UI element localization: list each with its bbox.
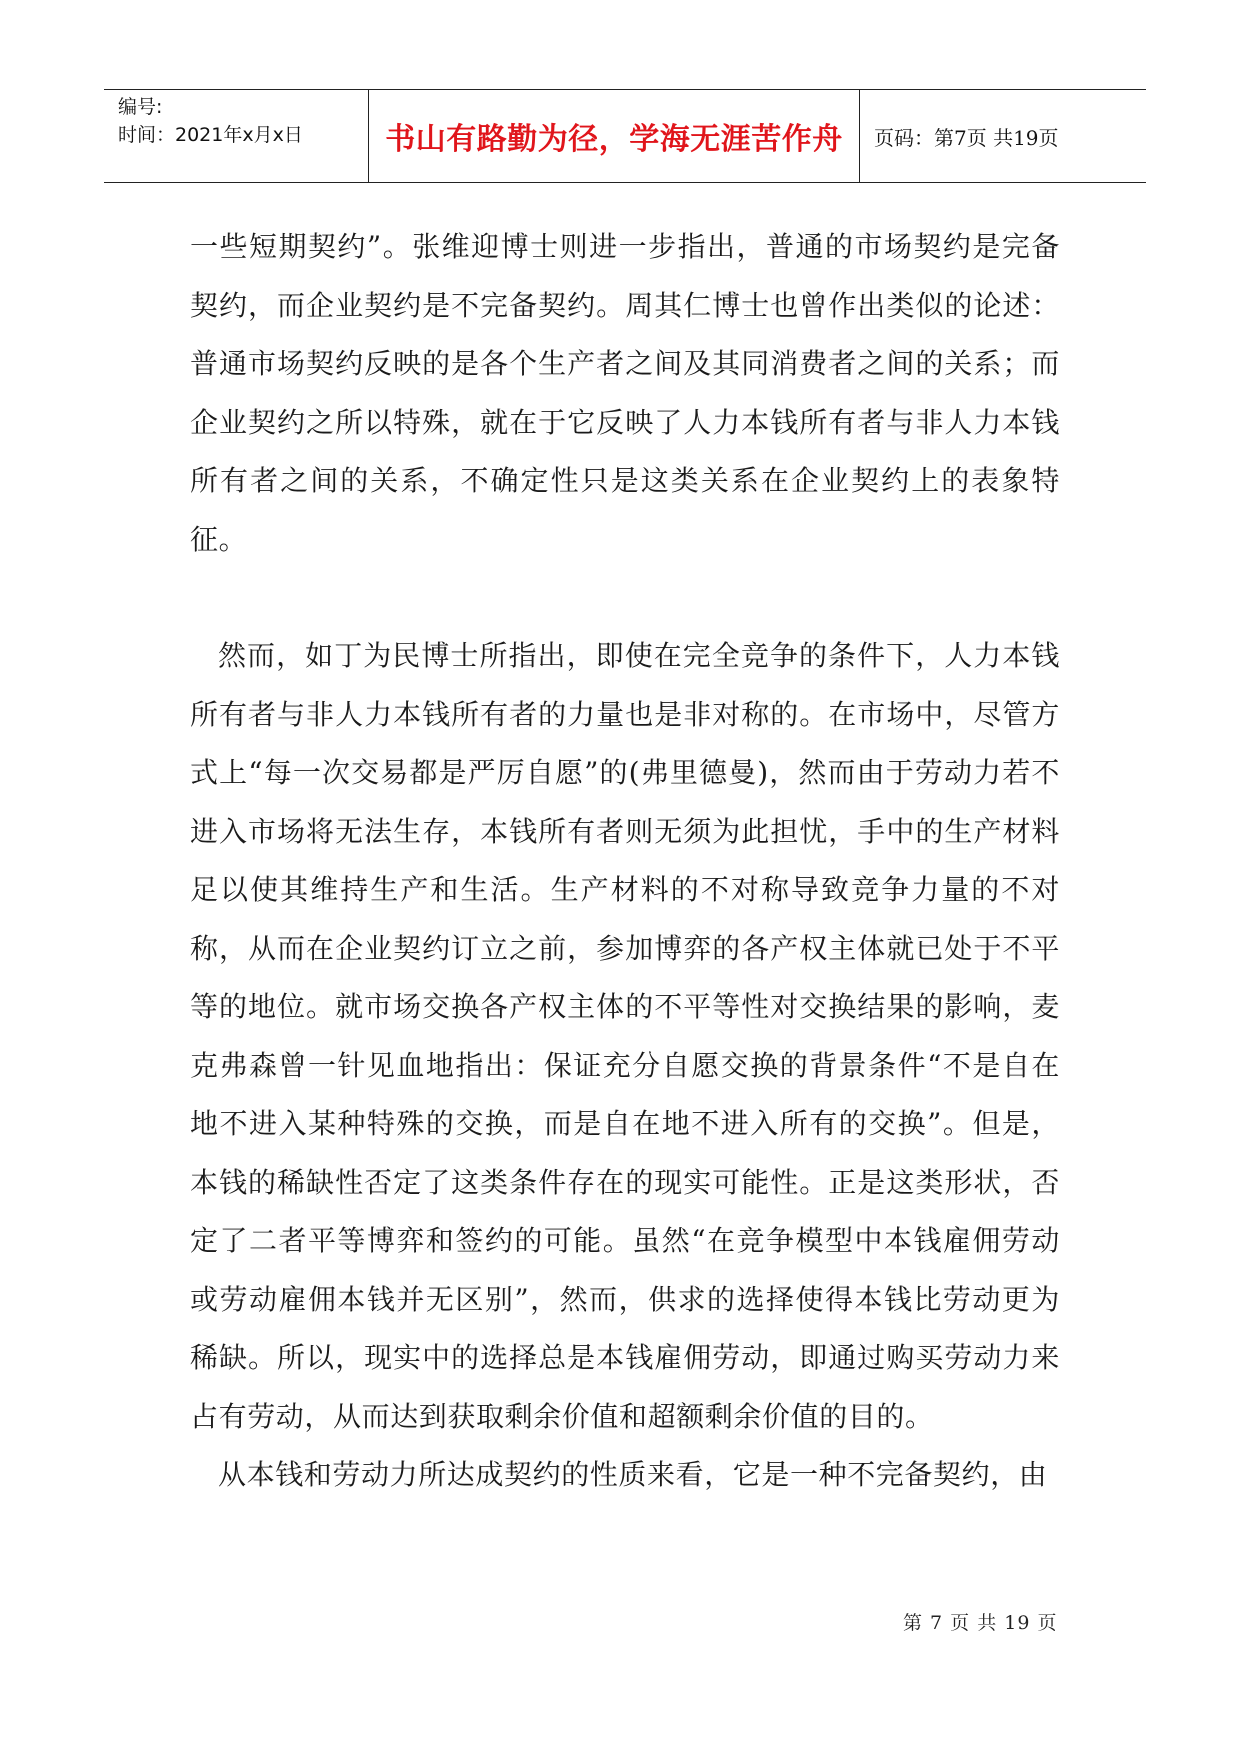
document-body [190,218,1060,1505]
paragraph-3: 从本钱和劳动力所达成契约的性质来看，它是一种不完备契约，由 [218,1458,1048,1491]
header-page-label: 页码：第7页 共19页 [874,125,1059,150]
document-time-label: 时间：2021年x月x日 [118,124,303,146]
paragraph-2: 然而，如丁为民博士所指出，即使在完全竞争的条件下，人力本钱所有者与非人力本钱所有者的力量也是非对称的。在市场中，尽管方式上“每一次交易都是严厉自愿”的(弗里德曼)，然而由于劳动力若不进入市场将无法生存，本钱所有者则无须为此担忧，手中的生产材料足以使其维持生产和生活。生产材料的不对称导致竞争力量的不对称，从而在企业契约订立之前，参加博弈的各产权主体就已处于不平等的地位。就市场交换各产权主体的不平等性对交换结果的影响，麦克弗森曾一针见血地指出：保证充分自愿交换的背景条件“不是自在地不进入某种特殊的交换，而是自在地不进入所有的交换”。但是，本钱的稀缺性否定了这类条件存在的现实可能性。正是这类形状，否定了二者平等博弈和签约的可能。虽然“在竞争模型中本钱雇佣劳动或劳动雇佣本钱并无区别”，然而，供求的选择使得本钱比劳动更为稀缺。所以，现实中的选择总是本钱雇佣劳动，即通过购买劳动力来占有劳动，从而达到获取剩余价值和超额剩余价值的目的。 [190,639,1060,1433]
paragraph-1: 一些短期契约”。张维迎博士则进一步指出，普通的市场契约是完备契约，而企业契约是不完备契约。周其仁博士也曾作出类似的论述：普通市场契约反映的是各个生产者之间及其同消费者之间的关系；而企业契约之所以特殊，就在于它反映了人力本钱所有者与非人力本钱所有者之间的关系，不确定性只是这类关系在企业契约上的表象特征。 [190,230,1060,556]
header-meta [104,90,369,182]
header-motto: 书山有路勤为径，学海无涯苦作舟 [385,122,843,157]
page-header [104,89,1146,183]
header-page-cell [860,90,1146,182]
page-footer: 第 7 页 共 19 页 [903,1612,1058,1634]
header-motto-cell [369,90,860,182]
document-number-label: 编号: [118,96,163,118]
